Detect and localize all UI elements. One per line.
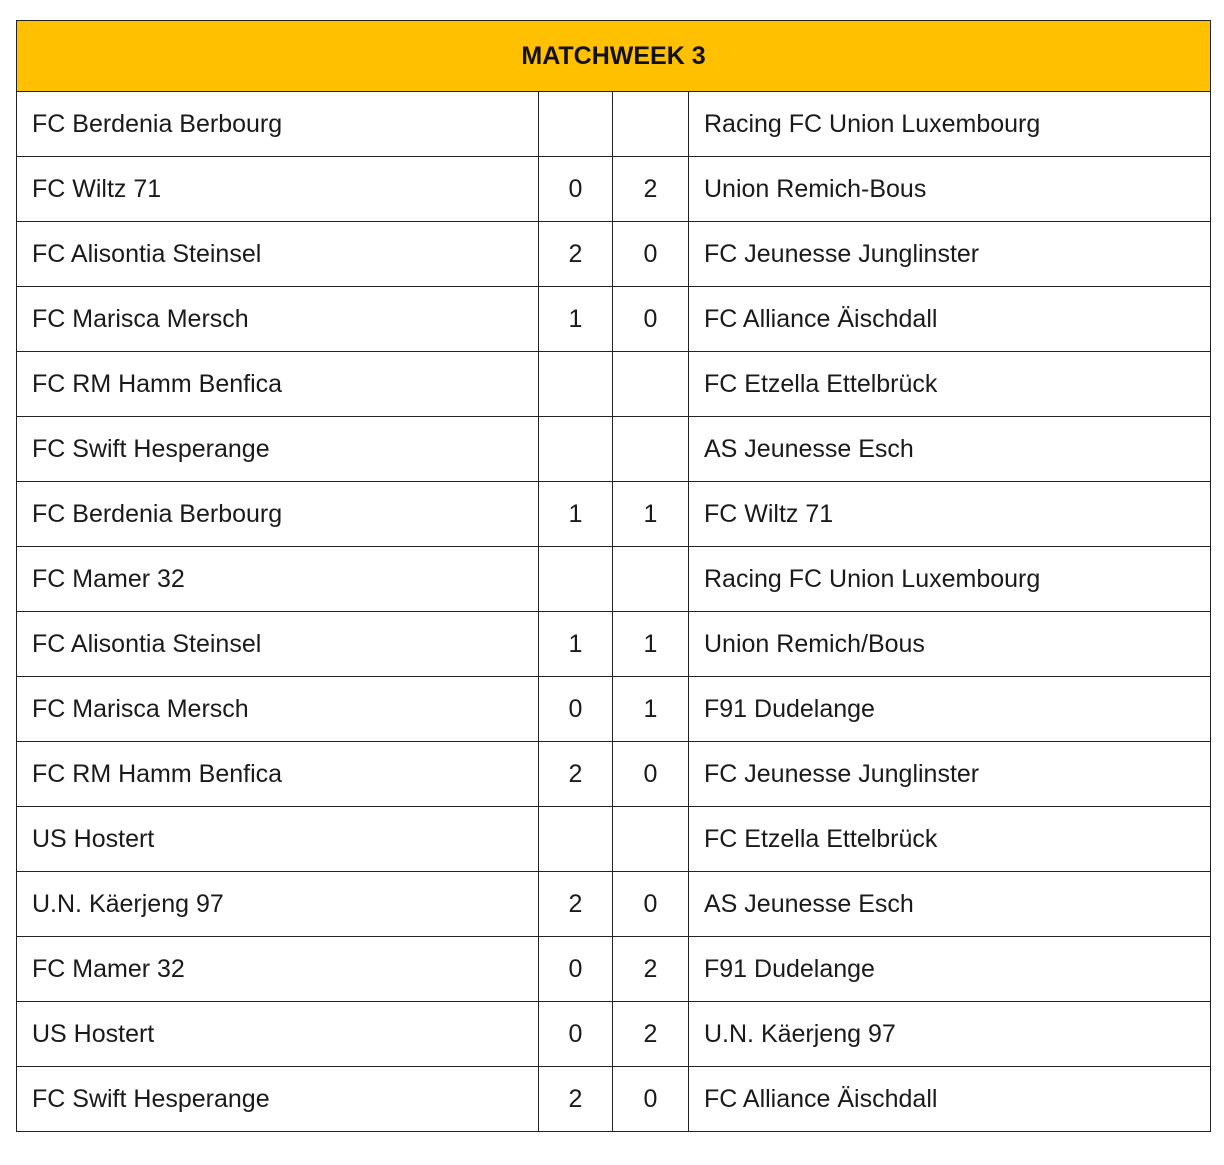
away-team: AS Jeunesse Esch	[689, 872, 1211, 937]
home-score: 2	[539, 872, 613, 937]
away-team: Racing FC Union Luxembourg	[689, 92, 1211, 157]
away-score: 0	[613, 1067, 689, 1132]
away-score: 2	[613, 157, 689, 222]
home-score: 1	[539, 482, 613, 547]
away-team: F91 Dudelange	[689, 937, 1211, 1002]
home-team: FC Berdenia Berbourg	[17, 482, 539, 547]
away-score	[613, 352, 689, 417]
home-score: 1	[539, 612, 613, 677]
away-score: 2	[613, 1002, 689, 1067]
away-score	[613, 807, 689, 872]
match-row	[17, 807, 1211, 872]
home-score: 1	[539, 287, 613, 352]
away-score: 0	[613, 287, 689, 352]
away-team: U.N. Käerjeng 97	[689, 1002, 1211, 1067]
home-score: 0	[539, 937, 613, 1002]
away-team: FC Etzella Ettelbrück	[689, 807, 1211, 872]
away-score: 0	[613, 742, 689, 807]
match-row	[17, 547, 1211, 612]
matchweek-title: MATCHWEEK 3	[17, 21, 1211, 92]
away-team: Racing FC Union Luxembourg	[689, 547, 1211, 612]
away-team: FC Alliance Äischdall	[689, 287, 1211, 352]
results-table	[16, 20, 1211, 1132]
home-team: US Hostert	[17, 1002, 539, 1067]
home-score	[539, 92, 613, 157]
home-team: U.N. Käerjeng 97	[17, 872, 539, 937]
match-row	[17, 937, 1211, 1002]
match-row	[17, 352, 1211, 417]
away-score	[613, 417, 689, 482]
away-team: Union Remich-Bous	[689, 157, 1211, 222]
match-row	[17, 417, 1211, 482]
home-team: FC Mamer 32	[17, 937, 539, 1002]
home-team: FC Marisca Mersch	[17, 287, 539, 352]
match-row	[17, 92, 1211, 157]
match-row	[17, 677, 1211, 742]
match-row	[17, 157, 1211, 222]
home-team: FC Swift Hesperange	[17, 1067, 539, 1132]
match-row	[17, 742, 1211, 807]
away-score: 1	[613, 677, 689, 742]
home-score: 0	[539, 677, 613, 742]
home-score	[539, 352, 613, 417]
home-team: FC RM Hamm Benfica	[17, 352, 539, 417]
away-score: 0	[613, 872, 689, 937]
match-row	[17, 287, 1211, 352]
header-row	[17, 21, 1211, 92]
home-team: FC Marisca Mersch	[17, 677, 539, 742]
home-team: FC Alisontia Steinsel	[17, 612, 539, 677]
home-score: 2	[539, 1067, 613, 1132]
home-team: FC Alisontia Steinsel	[17, 222, 539, 287]
home-score: 0	[539, 157, 613, 222]
home-score: 2	[539, 222, 613, 287]
home-team: FC RM Hamm Benfica	[17, 742, 539, 807]
home-score: 2	[539, 742, 613, 807]
home-team: FC Mamer 32	[17, 547, 539, 612]
home-team: FC Berdenia Berbourg	[17, 92, 539, 157]
away-score	[613, 92, 689, 157]
away-score: 2	[613, 937, 689, 1002]
matchweek-sheet	[16, 20, 1210, 1132]
home-score: 0	[539, 1002, 613, 1067]
home-score	[539, 417, 613, 482]
away-score: 1	[613, 482, 689, 547]
match-row	[17, 482, 1211, 547]
away-team: FC Etzella Ettelbrück	[689, 352, 1211, 417]
home-team: US Hostert	[17, 807, 539, 872]
match-row	[17, 872, 1211, 937]
match-row	[17, 612, 1211, 677]
away-team: FC Jeunesse Junglinster	[689, 222, 1211, 287]
home-team: FC Wiltz 71	[17, 157, 539, 222]
home-score	[539, 547, 613, 612]
away-score: 0	[613, 222, 689, 287]
match-row	[17, 1067, 1211, 1132]
away-team: FC Jeunesse Junglinster	[689, 742, 1211, 807]
away-team: FC Wiltz 71	[689, 482, 1211, 547]
match-list	[17, 92, 1211, 1132]
away-team: FC Alliance Äischdall	[689, 1067, 1211, 1132]
home-score	[539, 807, 613, 872]
away-score: 1	[613, 612, 689, 677]
away-team: F91 Dudelange	[689, 677, 1211, 742]
away-team: AS Jeunesse Esch	[689, 417, 1211, 482]
away-score	[613, 547, 689, 612]
away-team: Union Remich/Bous	[689, 612, 1211, 677]
home-team: FC Swift Hesperange	[17, 417, 539, 482]
match-row	[17, 1002, 1211, 1067]
match-row	[17, 222, 1211, 287]
